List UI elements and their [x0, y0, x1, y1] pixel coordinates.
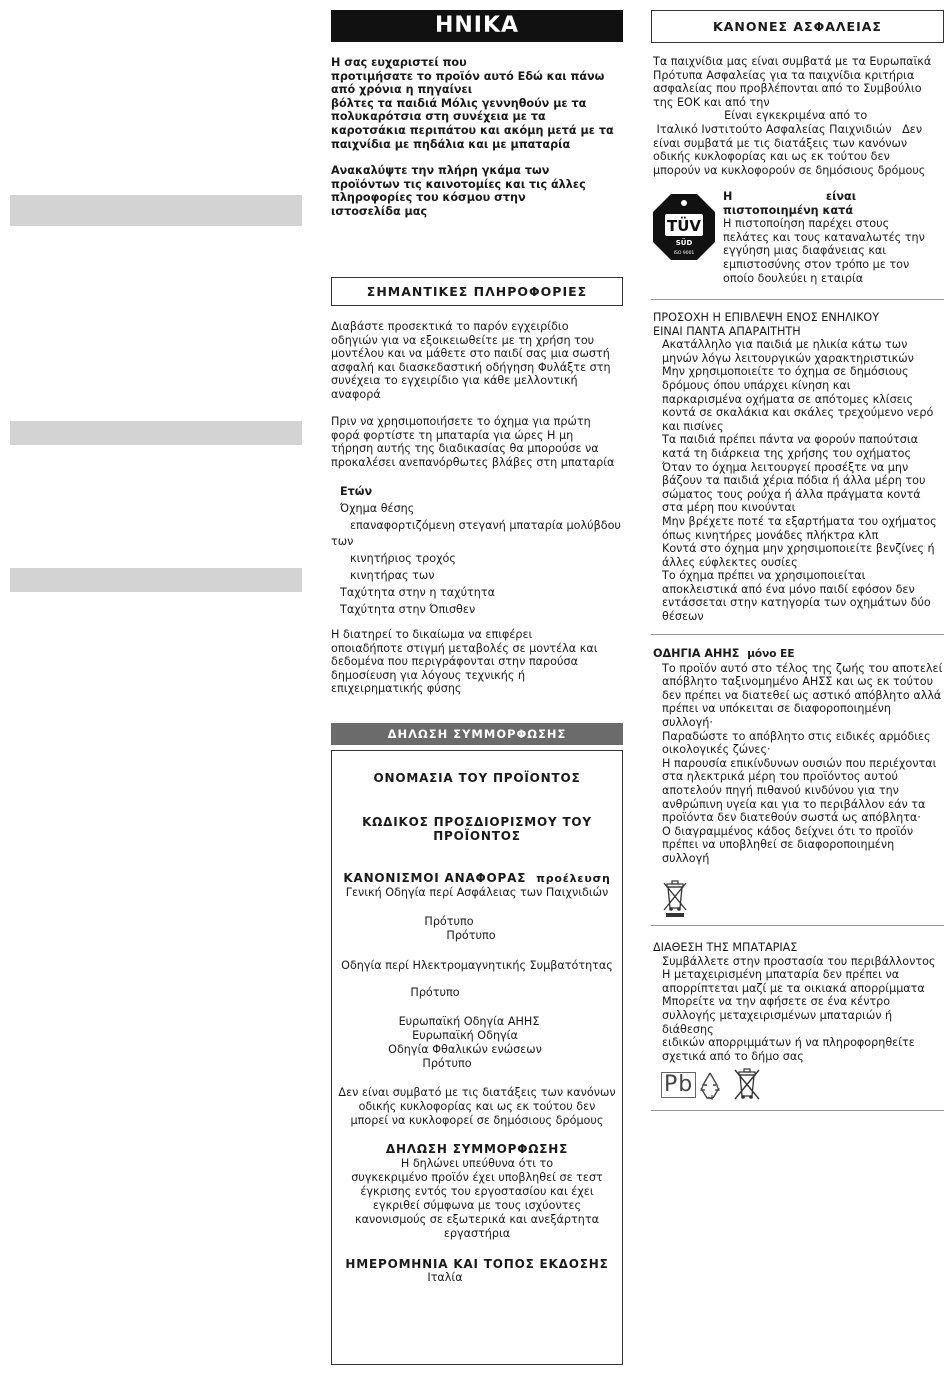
weee-title-text: ΟΔΗΓΙΑ ΑΗΗΣ	[653, 647, 740, 660]
text-line: συγκεκριμένο προϊόν έχει υποβληθεί σε τεστ	[351, 1171, 603, 1184]
not-road-legal-text	[332, 1086, 622, 1128]
spec-item: κινητήρας των	[350, 568, 435, 582]
text-line: ασφαλείας που προβλέπονται από το Συμβούλιο	[653, 82, 922, 96]
text-line: απόβλητο ταξινομημένο ΑΗΣΣ και ως εκ τούτου	[662, 675, 934, 689]
text-line: Η παρουσία επικίνδυνων ουσιών που περιέχονται	[662, 756, 937, 770]
text-line: και πισίνες	[662, 419, 724, 433]
standard-line: Πρότυπο	[446, 929, 496, 942]
text-line: μοντέλου και να μάθετε στο παιδί σας μια σωστή	[331, 347, 610, 361]
text-line: μπορεί να κυκλοφορεί σε δημόσιους δρόμους	[350, 1114, 604, 1127]
emc-directive: Οδηγία περί Ηλεκτρομαγνητικής Συμβατότητας	[341, 959, 613, 972]
text-line: εργαστήρια	[443, 1227, 511, 1240]
important-info-title	[331, 277, 623, 306]
text-line: κατά τη διάρκεια της χρήσης του οχήματος	[662, 446, 912, 460]
text-line: Πρότυπα Ασφαλείας για τα παιχνίδια κριτήρια	[653, 68, 915, 82]
text-line: οικολογικές ζώνες·	[662, 743, 771, 757]
text-line: στα ηλεκτρικά μέρη του προϊόντος αυτού	[662, 770, 898, 784]
important-info-title-text: ΣΗΜΑΝΤΙΚΕΣ ΠΛΗΡΟΦΟΡΙΕΣ	[366, 284, 588, 299]
text-line: οποίο δουλεύει η εταιρία	[723, 271, 864, 285]
declaration-box	[331, 750, 623, 1365]
text-line: εντάσσεται στην κατηγορία των οχημάτων δύο	[662, 596, 931, 610]
text-line: τήρηση αυτής της διαδικασίας θα μπορούσε να	[331, 442, 599, 456]
spec-item: των	[331, 535, 354, 549]
text-line: Ακατάλληλο για παιδιά με ηλικία κάτω των	[662, 338, 908, 352]
text-line: Πριν να χρησιμοποιήσετε το όχημα για πρώτη	[331, 415, 591, 428]
text-line: συλλογή·	[662, 715, 713, 729]
text-line: εγκριθεί σύμφωνα με τους ισχύοντες	[372, 1199, 582, 1212]
important-paragraph-1	[331, 320, 623, 402]
standard-line: Πρότυπο	[424, 915, 474, 928]
text-line: οδικής κυκλοφορίας και ως εκ τούτου δεν	[653, 150, 890, 164]
text-line: πελάτες και τους καταναλωτές την	[723, 230, 925, 244]
text-line: οδικής κυκλοφορίας και ως εκ τούτου δεν	[358, 1100, 596, 1113]
spec-item: κινητήριος τροχός	[350, 552, 456, 566]
divider	[651, 299, 944, 300]
text-line: Η είναι	[723, 190, 857, 203]
text-line: μπορούν να κυκλοφορούν σε δημόσιους δρόμους	[653, 163, 926, 177]
divider	[651, 925, 944, 926]
battery-section	[653, 941, 946, 1063]
text-line: έγκρισης εντός του εργοστασίου και έχει	[360, 1185, 594, 1198]
text-line: στα μέρη που κινούνται	[662, 501, 796, 515]
gray-bar	[10, 568, 302, 592]
text-line: της ΕΟΚ και από την	[653, 95, 770, 109]
phthalates-directive: Οδηγία Φθαλικών ενώσεων	[388, 1043, 542, 1056]
weee-section	[653, 647, 946, 866]
conformity-title: ΔΗΛΩΣΗ ΣΥΜΜΟΡΦΩΣΗΣ	[385, 1142, 569, 1156]
language-header	[331, 10, 623, 42]
text-line: είναι συμβατά με τις διατάξεις των κανόνων	[653, 136, 908, 150]
certification-text	[723, 190, 944, 285]
text-line: κοντά σε σκαλάκια και σκάλες τρεχούμενο νερό	[662, 406, 934, 420]
spec-item: Όχημα θέσης	[340, 501, 415, 515]
text-line: Μην βρέχετε ποτέ τα εξαρτήματα του οχήματος	[662, 514, 937, 528]
text-line: εγγύηση μιας διαφάνειας και	[723, 244, 887, 258]
regulations-suffix: προέλευση	[536, 872, 611, 885]
text-line: Συμβάλλετε στην προστασία του περιβάλλοντος	[662, 954, 936, 968]
text-line: σχετικά από το δήμο σας	[662, 1049, 804, 1063]
safety-rules-title	[651, 10, 944, 43]
intro-line: βόλτες τα παιδιά Μόλις γεννηθούν με τα	[331, 96, 587, 110]
regulations-title	[332, 871, 622, 885]
text-line: επιχειρηματικής φύσης	[331, 682, 462, 696]
text-line: όπως κινητήρες μονάδες πλήκτρα κλπ	[662, 528, 879, 542]
important-paragraph-2	[331, 415, 623, 469]
text-line: Δεν είναι συμβατό με τις διατάξεις των κανόνων	[338, 1086, 616, 1099]
discover-line: πληροφορίες του κόσμου στην	[331, 191, 526, 205]
text-line: δεδομένα που περιγράφονται στην παρούσα	[331, 655, 578, 669]
gray-bar	[10, 421, 302, 445]
battery-title: ΔΙΑΘΕΣΗ ΤΗΣ ΜΠΑΤΑΡΙΑΣ	[653, 941, 798, 954]
text-line: δεν πρέπει να διατεθεί ως αστικό απόβλητο αλλά	[662, 688, 942, 702]
date-place-title: ΗΜΕΡΟΜΗΝΙΑ ΚΑΙ ΤΟΠΟΣ ΕΚΔΟΣΗΣ	[345, 1257, 609, 1271]
discover-paragraph	[331, 164, 623, 218]
text-line: Μην χρησιμοποιείτε το όχημα σε δημόσιους	[662, 365, 909, 379]
conformity-text	[332, 1157, 622, 1241]
intro-line: από χρόνια η πηγαίνει	[331, 83, 473, 97]
divider	[651, 1110, 944, 1111]
tuv-octagon-icon	[651, 192, 717, 266]
standard-line: Πρότυπο	[410, 986, 460, 999]
text-line: δημοσίευση για λόγους τεχνικής ή	[331, 668, 526, 682]
intro-line: παιχνίδια με πηδάλια και με μπαταρία	[331, 137, 571, 151]
crossed-bin-icon	[660, 878, 690, 918]
text-line: προϊόντα δεν διατεθούν σωστά ως απόβλητα·	[662, 811, 921, 825]
text-line: άλλες εύφλεκτες ουσίες	[662, 555, 798, 569]
text-line: Ο διαγραμμένος κάδος δείχνει ότι το προϊόν	[662, 824, 914, 838]
crossed-bin-battery-icon	[731, 1066, 763, 1104]
rights-paragraph	[331, 628, 623, 696]
text-line: Η πιστοποίηση παρέχει στους	[723, 217, 890, 231]
text-line: Τα παιδιά πρέπει πάντα να φορούν παπούτσια	[662, 433, 919, 447]
weee-title-suffix: μόνο ΕΕ	[747, 648, 795, 660]
text-line: ασφαλή και διασκεδαστική οδήγηση Φυλάξτε στη	[331, 360, 611, 374]
spec-item: Ετών	[340, 485, 373, 498]
gray-bar	[10, 195, 302, 226]
warning-section	[653, 311, 946, 624]
text-line: οποιαδήποτε στιγμή μεταβολές σε μοντέλα και	[331, 641, 598, 655]
intro-paragraph	[331, 56, 623, 151]
issue-place: Ιταλία	[427, 1271, 463, 1284]
text-line: πιστοποιημένη κατά	[723, 203, 854, 217]
text-line: συνέχεια το εγχειρίδιο για κάθε μελλοντική	[331, 374, 578, 388]
text-line: Κοντά στο όχημα μην χρησιμοποιείτε βενζίνες ή	[662, 542, 935, 556]
discover-line: Ανακαλύψτε την πλήρη γκάμα των	[331, 164, 550, 177]
discover-line: ιστοσελίδα μας	[331, 204, 428, 218]
text-line: αναφορά	[331, 387, 381, 401]
divider	[651, 634, 944, 635]
spec-item: επαναφορτιζόμενη στεγανή μπαταρία μολύβδου	[350, 518, 621, 532]
language-header-label: ΗΝΙΚΑ	[434, 13, 520, 38]
weee-directive: Ευρωπαϊκή Οδηγία ΑΗΗΣ	[398, 1015, 540, 1028]
text-line: ειδικών απορριμμάτων ή να πληροφορηθείτε	[662, 1036, 915, 1050]
tuv-badge-text: TÜV	[666, 217, 702, 235]
intro-line: πολυκαρότσια στη συνέχεια με τα	[331, 110, 546, 124]
warning-title-line: ΠΡΟΣΟΧΗ Η ΕΠΙΒΛΕΨΗ ΕΝΟΣ ΕΝΗΛΙΚΟΥ	[653, 311, 880, 324]
text-line: προκαλέσει ανεπανόρθωτες βλάβες στη μπαταρία	[331, 455, 615, 469]
text-line: Τα παιχνίδια μας είναι συμβατά με τα Ευρωπαϊκά	[653, 55, 932, 68]
tuv-badge	[651, 192, 717, 266]
text-line: Παραδώστε το απόβλητο στις ειδικές αρμόδιες	[662, 729, 931, 743]
toy-directive: Γενική Οδηγία περί Ασφάλειας των Παιχνιδιών	[345, 886, 609, 899]
text-line: Διαβάστε προσεκτικά το παρόν εγχειρίδιο	[331, 320, 569, 333]
text-line: Η διατηρεί το δικαίωμα να επιφέρει	[331, 628, 533, 641]
text-line: πρέπει να υπόκειται σε διαφοροποιημένη	[662, 702, 891, 716]
text-line: φορά φορτίστε τη μπαταρία για ώρες Η μη	[331, 428, 574, 442]
pb-lead-icon	[661, 1072, 696, 1098]
text-line: Η δηλώνει υπεύθυνα ότι το	[400, 1157, 554, 1170]
text-line: Το προϊόν αυτό στο τέλος της ζωής του αποτελεί	[662, 661, 943, 675]
text-line: αποκλειστικά από ένα μόνο παιδί εφόσον δεν	[662, 582, 915, 596]
product-code-title: ΚΩΔΙΚΟΣ ΠΡΟΣΔΙΟΡΙΣΜΟΥ ΤΟΥ ΠΡΟΪΟΝΤΟΣ	[362, 815, 592, 843]
weee-title	[653, 647, 946, 662]
spec-item: Ταχύτητα στην Όπισθεν	[340, 602, 476, 616]
intro-line: προτιμήσατε το προϊόν αυτό Εδώ και πάνω	[331, 69, 605, 83]
eu-directive: Ευρωπαϊκή Οδηγία	[412, 1029, 518, 1042]
text-line: κανονισμούς σε εξωτερικά και ανεξάρτητα	[355, 1213, 599, 1226]
text-line: μηνών λόγω λειτουργικών χαρακτηριστικών	[662, 351, 914, 365]
text-line: σώματος τους ρούχα ή άλλα πράγματα κοντά	[662, 487, 921, 501]
recycle-icon	[697, 1070, 723, 1100]
safety-intro	[653, 55, 946, 177]
text-line: δρόμους όπου υπάρχει κίνηση και	[662, 378, 851, 392]
text-line: εμπιστοσύνης στον τρόπο με τον	[723, 257, 910, 271]
text-line: συλλογής μεταχειρισμένων μπαταριών ή διάθεσης	[662, 1008, 893, 1036]
pb-label: Pb	[661, 1072, 696, 1098]
specs-list	[331, 484, 623, 618]
text-line: βάζουν τα παιδιά χέρια πόδια ή άλλα μέρη του	[662, 474, 926, 488]
text-line: συλλογή	[662, 851, 710, 865]
text-line: παρκαρισμένα οχήματα σε απότομες κλίσεις	[662, 392, 914, 406]
safety-rules-title-text: ΚΑΝΟΝΕΣ ΑΣΦΑΛΕΙΑΣ	[713, 19, 882, 34]
discover-line: προϊόντων τις καινοτομίες και τις άλλες	[331, 177, 586, 191]
text-line: Η μεταχειρισμένη μπαταρία δεν πρέπει να	[662, 968, 900, 982]
declaration-band-label: ΔΗΛΩΣΗ ΣΥΜΜΟΡΦΩΣΗΣ	[387, 727, 567, 741]
regulations-title-text: ΚΑΝΟΝΙΣΜΟΙ ΑΝΑΦΟΡΑΣ	[343, 871, 527, 885]
tuv-badge-subtext: SÜD	[675, 239, 693, 247]
text-line: Ιταλικό Ινστιτούτο Ασφαλείας Παιχνιδιών Δεν	[653, 122, 923, 136]
tuv-badge-iso: ISO 9001	[673, 251, 695, 256]
text-line: Το όχημα πρέπει να χρησιμοποιείται	[662, 569, 866, 583]
intro-line: Η σας ευχαριστεί που	[331, 56, 467, 69]
text-line: θέσεων	[662, 610, 704, 624]
declaration-band	[331, 723, 623, 745]
text-line: Είναι εγκεκριμένα από το	[653, 109, 868, 123]
text-line: οδηγιών για να εξοικειωθείτε με τη χρήση του	[331, 333, 595, 347]
standard-line: Πρότυπο	[422, 1057, 472, 1070]
warning-title-line: ΕΙΝΑΙ ΠΑΝΤΑ ΑΠΑΡΑΙΤΗΤΗ	[653, 324, 801, 338]
intro-line: καροτσάκια περιπάτου και ακόμη μετά με τα	[331, 123, 614, 137]
product-name-title: ΟΝΟΜΑΣΙΑ ΤΟΥ ΠΡΟΪΟΝΤΟΣ	[373, 771, 581, 785]
text-line: Μπορείτε να την αφήσετε σε ένα κέντρο	[662, 995, 891, 1009]
text-line: ανθρώπινη υγεία και για το περιβάλλον εάν τα	[662, 797, 926, 811]
text-line: απορρίπτεται μαζί με τα οικιακά απορρίμματα	[662, 981, 925, 995]
text-line: πρέπει να υποβληθεί σε διαφοροποιημένη	[662, 838, 895, 852]
spec-item: Ταχύτητα στην η ταχύτητα	[340, 585, 495, 599]
text-line: αποτελούν πηγή πιθανού κινδύνου για την	[662, 783, 899, 797]
text-line: Όταν το όχημα λειτουργεί προσέξτε να μην	[662, 460, 909, 474]
